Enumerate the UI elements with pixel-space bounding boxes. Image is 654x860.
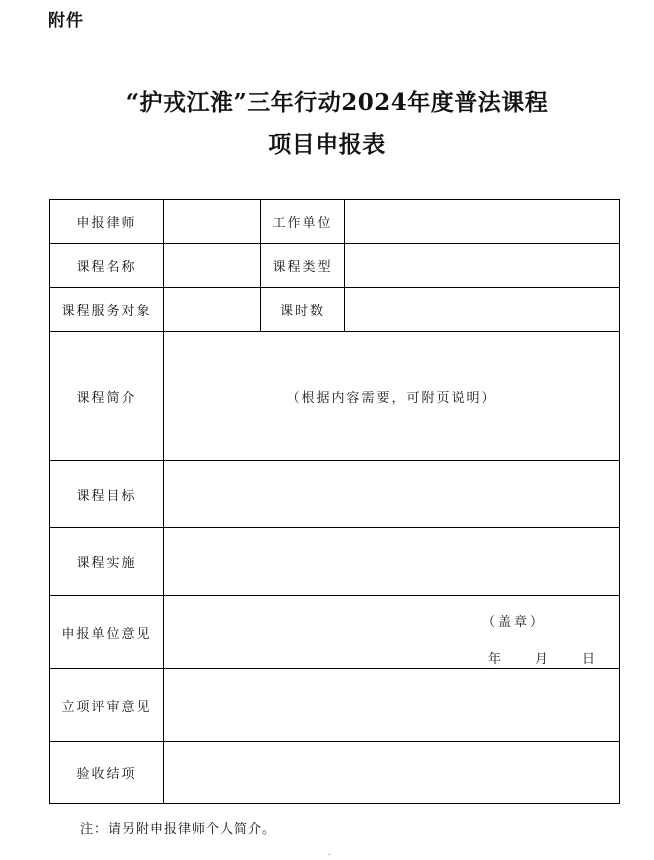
course-intro-label: 课程简介 xyxy=(50,332,164,461)
row-applicant xyxy=(50,200,620,244)
service-target-label: 课程服务对象 xyxy=(50,288,164,332)
course-impl-label: 课程实施 xyxy=(50,528,164,596)
document-subtitle: 项目申报表 xyxy=(268,131,386,158)
row-acceptance xyxy=(50,742,620,804)
class-hours-label: 课时数 xyxy=(261,288,345,332)
footnote: 注：请另附申报律师个人简介。 xyxy=(80,822,277,837)
row-course-intro xyxy=(50,332,620,461)
unit-opinion-field[interactable] xyxy=(164,596,620,669)
row-course-impl xyxy=(50,528,620,596)
review-opinion-label: 立项评审意见 xyxy=(50,669,164,742)
work-unit-field[interactable] xyxy=(345,200,620,244)
application-form-table xyxy=(49,199,620,804)
work-unit-label: 工作单位 xyxy=(261,200,345,244)
row-course-name xyxy=(50,244,620,288)
seal-label: （盖章） xyxy=(482,615,547,630)
course-type-field[interactable] xyxy=(345,244,620,288)
row-review-opinion xyxy=(50,669,620,742)
class-hours-field[interactable] xyxy=(345,288,620,332)
date-year-label: 年 xyxy=(488,652,502,667)
date-month-label: 月 xyxy=(535,652,549,667)
row-unit-opinion xyxy=(50,596,620,669)
row-service-target xyxy=(50,288,620,332)
row-course-goal xyxy=(50,461,620,528)
course-type-label: 课程类型 xyxy=(261,244,345,288)
date-line xyxy=(488,648,595,667)
applicant-lawyer-field[interactable] xyxy=(164,200,261,244)
applicant-lawyer-label: 申报律师 xyxy=(50,200,164,244)
course-impl-field[interactable] xyxy=(164,528,620,596)
page-mark: - xyxy=(328,851,331,859)
course-goal-label: 课程目标 xyxy=(50,461,164,528)
course-goal-field[interactable] xyxy=(164,461,620,528)
attachment-label: 附件 xyxy=(48,11,84,31)
review-opinion-field[interactable] xyxy=(164,669,620,742)
document-title: “护戎江淮”三年行动2024年度普法课程 xyxy=(125,89,549,116)
unit-opinion-label: 申报单位意见 xyxy=(50,596,164,669)
course-name-field[interactable] xyxy=(164,244,261,288)
course-intro-field[interactable]: （根据内容需要，可附页说明） xyxy=(164,332,620,461)
service-target-field[interactable] xyxy=(164,288,261,332)
course-name-label: 课程名称 xyxy=(50,244,164,288)
acceptance-field[interactable] xyxy=(164,742,620,804)
acceptance-label: 验收结项 xyxy=(50,742,164,804)
date-day-label: 日 xyxy=(582,652,596,667)
